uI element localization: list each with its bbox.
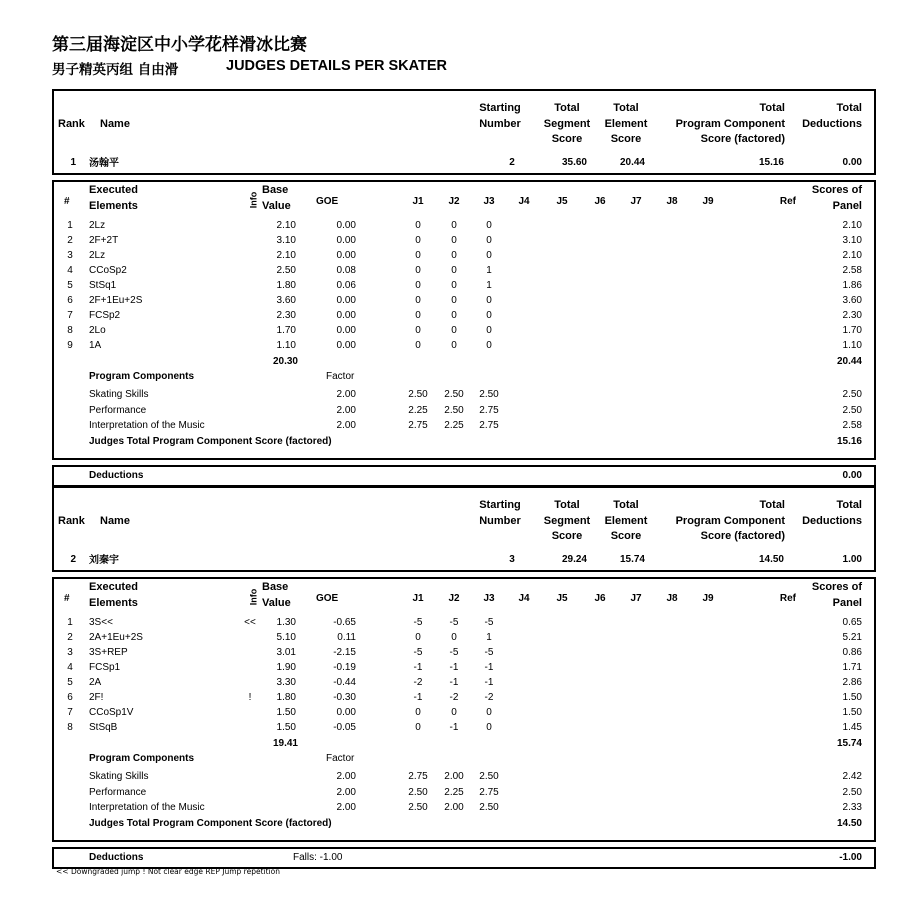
element-number: 6 bbox=[67, 692, 73, 703]
element-number: 7 bbox=[67, 310, 73, 321]
element-base-value: 1.30 bbox=[276, 617, 296, 628]
judge-header-j9: J9 bbox=[702, 196, 714, 207]
elements-panel-total: 20.44 bbox=[836, 356, 862, 367]
component-name: Performance bbox=[89, 404, 147, 416]
element-info: << bbox=[244, 617, 256, 628]
deduction-detail: Falls: -1.00 bbox=[293, 852, 343, 863]
element-judge-score: -5 bbox=[449, 617, 459, 628]
component-judge-score: 2.50 bbox=[408, 389, 428, 400]
segment-score-header: Total Segment Score bbox=[543, 499, 591, 542]
element-name: 2F! bbox=[89, 692, 104, 703]
element-base-value: 1.80 bbox=[276, 692, 296, 703]
element-goe: -0.19 bbox=[333, 662, 356, 673]
element-judge-score: 0 bbox=[415, 265, 421, 276]
starting-number-header: Starting Number bbox=[479, 102, 521, 130]
element-judge-score: 0 bbox=[451, 632, 457, 643]
base-value-total: 19.41 bbox=[272, 738, 298, 749]
element-judge-score: 1 bbox=[486, 632, 492, 643]
component-judge-score: 2.25 bbox=[408, 404, 428, 416]
component-name: Interpretation of the Music bbox=[89, 420, 205, 431]
element-number: 3 bbox=[67, 250, 73, 261]
element-number: 3 bbox=[67, 647, 73, 658]
component-judge-score: 2.50 bbox=[408, 802, 428, 813]
panel-score-header: Scores of Panel bbox=[811, 581, 862, 609]
component-judge-score: 2.50 bbox=[479, 771, 499, 782]
rank-header: Rank bbox=[58, 515, 85, 527]
info-header: Info bbox=[248, 588, 259, 606]
element-goe: -0.44 bbox=[333, 677, 356, 688]
element-judge-score: -1 bbox=[413, 662, 423, 673]
ref-header: Ref bbox=[779, 593, 796, 604]
component-panel-score: 2.42 bbox=[842, 771, 862, 782]
goe-header: GOE bbox=[316, 196, 339, 207]
element-goe: 0.00 bbox=[336, 295, 356, 306]
component-factor: 2.00 bbox=[336, 786, 356, 798]
skater-rank: 1 bbox=[70, 157, 76, 168]
component-judge-score: 2.75 bbox=[479, 786, 499, 798]
component-panel-score: 2.50 bbox=[842, 786, 862, 798]
deductions-header: Total Deductions bbox=[802, 102, 862, 130]
element-panel-score: 3.10 bbox=[842, 235, 862, 246]
element-goe: 0.00 bbox=[336, 220, 356, 231]
element-judge-score: 0 bbox=[451, 235, 457, 246]
element-base-value: 3.10 bbox=[276, 235, 296, 246]
component-judge-score: 2.75 bbox=[408, 771, 428, 782]
element-name: 2Lz bbox=[89, 250, 106, 261]
judge-header-j4: J4 bbox=[518, 593, 530, 604]
component-name: Skating Skills bbox=[89, 771, 149, 782]
factor-header: Factor bbox=[326, 371, 355, 382]
judges-total-pcs-label: Judges Total Program Component Score (factored) bbox=[89, 435, 332, 447]
component-judge-score: 2.00 bbox=[444, 802, 464, 813]
total-component-score: 15.16 bbox=[758, 157, 784, 168]
judge-header-j6: J6 bbox=[594, 593, 606, 604]
base-value-header: Base Value bbox=[262, 184, 291, 212]
element-judge-score: 0 bbox=[486, 295, 492, 306]
element-judge-score: -5 bbox=[449, 647, 459, 658]
element-goe: 0.00 bbox=[336, 250, 356, 261]
element-panel-score: 1.70 bbox=[842, 325, 862, 336]
element-judge-score: -1 bbox=[484, 677, 494, 688]
element-base-value: 1.50 bbox=[276, 722, 296, 733]
element-judge-score: 0 bbox=[486, 220, 492, 231]
element-number: 7 bbox=[67, 707, 73, 718]
deductions-box bbox=[52, 465, 876, 487]
element-name: 2F+1Eu+2S bbox=[89, 295, 143, 306]
judges-total-pcs: 14.50 bbox=[836, 817, 862, 829]
element-name: FCSp2 bbox=[89, 310, 121, 321]
element-name: CCoSp2 bbox=[89, 265, 127, 276]
total-element-score: 15.74 bbox=[619, 554, 645, 565]
element-panel-score: 2.58 bbox=[842, 265, 862, 276]
judges-total-pcs-label: Judges Total Program Component Score (factored) bbox=[89, 817, 332, 829]
starting-number: 3 bbox=[509, 554, 515, 565]
judge-header-j2: J2 bbox=[448, 196, 460, 207]
element-goe: 0.08 bbox=[336, 265, 356, 276]
element-judge-score: 0 bbox=[486, 310, 492, 321]
element-judge-score: 0 bbox=[415, 325, 421, 336]
starting-number-header: Starting Number bbox=[479, 499, 521, 527]
element-base-value: 2.10 bbox=[276, 220, 296, 231]
judge-header-j1: J1 bbox=[412, 593, 424, 604]
skater-name: 刘秦宇 bbox=[89, 555, 119, 566]
element-number: 2 bbox=[67, 632, 73, 643]
element-number: 5 bbox=[67, 280, 73, 291]
element-base-value: 2.50 bbox=[276, 265, 296, 276]
element-base-value: 1.70 bbox=[276, 325, 296, 336]
component-judge-score: 2.25 bbox=[444, 786, 464, 798]
num-header: # bbox=[64, 593, 70, 604]
element-judge-score: 0 bbox=[415, 235, 421, 246]
deductions-label: Deductions bbox=[89, 470, 144, 481]
deduction-total: 0.00 bbox=[842, 470, 862, 481]
element-judge-score: -1 bbox=[449, 677, 459, 688]
component-judge-score: 2.50 bbox=[479, 802, 499, 813]
element-name: CCoSp1V bbox=[89, 707, 134, 718]
judge-header-j3: J3 bbox=[483, 593, 495, 604]
report-title: JUDGES DETAILS PER SKATER bbox=[226, 58, 448, 74]
element-judge-score: 0 bbox=[415, 295, 421, 306]
element-name: 2A bbox=[89, 677, 102, 688]
rank-header: Rank bbox=[58, 118, 85, 130]
element-judge-score: 0 bbox=[415, 340, 421, 351]
component-panel-score: 2.33 bbox=[842, 802, 862, 813]
judge-header-j3: J3 bbox=[483, 196, 495, 207]
component-name: Skating Skills bbox=[89, 389, 149, 400]
element-judge-score: -1 bbox=[449, 662, 459, 673]
element-base-value: 2.10 bbox=[276, 250, 296, 261]
name-header: Name bbox=[100, 118, 130, 130]
element-judge-score: -5 bbox=[484, 647, 494, 658]
element-number: 4 bbox=[67, 662, 73, 673]
element-judge-score: 0 bbox=[451, 250, 457, 261]
element-base-value: 3.30 bbox=[276, 677, 296, 688]
element-judge-score: 0 bbox=[486, 235, 492, 246]
element-panel-score: 1.50 bbox=[842, 692, 862, 703]
element-goe: 0.00 bbox=[336, 340, 356, 351]
element-judge-score: 0 bbox=[415, 632, 421, 643]
element-judge-score: -1 bbox=[413, 692, 423, 703]
element-number: 4 bbox=[67, 265, 73, 276]
judge-header-j4: J4 bbox=[518, 196, 530, 207]
element-judge-score: 0 bbox=[451, 325, 457, 336]
judge-header-j9: J9 bbox=[702, 593, 714, 604]
total-component-score: 14.50 bbox=[758, 554, 784, 565]
component-judge-score: 2.75 bbox=[408, 420, 428, 431]
factor-header: Factor bbox=[326, 753, 355, 764]
component-judge-score: 2.50 bbox=[444, 404, 464, 416]
judge-header-j2: J2 bbox=[448, 593, 460, 604]
component-factor: 2.00 bbox=[336, 802, 356, 813]
element-judge-score: 0 bbox=[451, 265, 457, 276]
element-judge-score: 0 bbox=[486, 325, 492, 336]
element-number: 8 bbox=[67, 722, 73, 733]
element-base-value: 2.30 bbox=[276, 310, 296, 321]
element-number: 8 bbox=[67, 325, 73, 336]
element-goe: 0.00 bbox=[336, 310, 356, 321]
judge-header-j1: J1 bbox=[412, 196, 424, 207]
element-judge-score: 0 bbox=[486, 250, 492, 261]
deductions-label: Deductions bbox=[89, 852, 144, 863]
program-components-header: Program Components bbox=[89, 371, 195, 382]
element-judge-score: 0 bbox=[415, 250, 421, 261]
element-judge-score: 0 bbox=[451, 707, 457, 718]
element-judge-score: 0 bbox=[415, 220, 421, 231]
element-name: 2F+2T bbox=[89, 235, 119, 246]
event-category: 男子精英丙组 自由滑 bbox=[52, 62, 179, 78]
element-judge-score: -5 bbox=[413, 617, 423, 628]
element-name: 2Lo bbox=[89, 325, 106, 336]
segment-score-header: Total Segment Score bbox=[543, 102, 591, 145]
component-judge-score: 2.25 bbox=[444, 420, 464, 431]
component-judge-score: 2.50 bbox=[444, 389, 464, 400]
element-judge-score: 0 bbox=[451, 280, 457, 291]
element-panel-score: 2.10 bbox=[842, 220, 862, 231]
element-goe: -0.65 bbox=[333, 617, 356, 628]
element-judge-score: -2 bbox=[449, 692, 459, 703]
component-factor: 2.00 bbox=[336, 404, 356, 416]
element-name: 2Lz bbox=[89, 220, 106, 231]
element-judge-score: -1 bbox=[449, 722, 459, 733]
element-judge-score: 1 bbox=[486, 280, 492, 291]
element-judge-score: 0 bbox=[415, 722, 421, 733]
element-goe: 0.11 bbox=[337, 632, 356, 643]
element-judge-score: 0 bbox=[415, 707, 421, 718]
element-judge-score: -1 bbox=[484, 662, 494, 673]
element-judge-score: 0 bbox=[451, 340, 457, 351]
component-panel-score: 2.50 bbox=[842, 404, 862, 416]
element-score-header: Total Element Score bbox=[604, 102, 648, 145]
judge-header-j5: J5 bbox=[556, 196, 568, 207]
element-panel-score: 2.10 bbox=[842, 250, 862, 261]
component-score-header: Total Program Component Score (factored) bbox=[675, 499, 785, 542]
total-deductions: 0.00 bbox=[842, 157, 862, 168]
component-name: Interpretation of the Music bbox=[89, 802, 205, 813]
name-header: Name bbox=[100, 515, 130, 527]
panel-score-header: Scores of Panel bbox=[811, 184, 862, 212]
judge-header-j6: J6 bbox=[594, 196, 606, 207]
judge-header-j5: J5 bbox=[556, 593, 568, 604]
element-base-value: 1.50 bbox=[276, 707, 296, 718]
element-panel-score: 1.45 bbox=[842, 722, 862, 733]
element-judge-score: 0 bbox=[451, 310, 457, 321]
element-name: 2A+1Eu+2S bbox=[89, 632, 143, 643]
element-score-header: Total Element Score bbox=[604, 499, 648, 542]
element-goe: -0.30 bbox=[333, 692, 356, 703]
element-name: 3S+REP bbox=[89, 647, 128, 658]
component-judge-score: 2.75 bbox=[479, 420, 499, 431]
event-title: 第三届海淀区中小学花样滑冰比赛 bbox=[52, 35, 307, 55]
element-goe: 0.00 bbox=[336, 325, 356, 336]
element-judge-score: -2 bbox=[413, 677, 423, 688]
executed-elements-header: Executed Elements bbox=[89, 184, 138, 212]
component-judge-score: 2.00 bbox=[444, 771, 464, 782]
element-number: 5 bbox=[67, 677, 73, 688]
skater-rank: 2 bbox=[70, 554, 76, 565]
element-base-value: 5.10 bbox=[276, 632, 296, 643]
executed-elements-header: Executed Elements bbox=[89, 581, 138, 609]
judges-total-pcs: 15.16 bbox=[836, 435, 862, 447]
element-goe: 0.00 bbox=[336, 707, 356, 718]
element-judge-score: 1 bbox=[486, 265, 492, 276]
judge-header-j8: J8 bbox=[666, 593, 678, 604]
element-base-value: 1.80 bbox=[276, 280, 296, 291]
element-panel-score: 1.71 bbox=[842, 662, 862, 673]
num-header: # bbox=[64, 196, 70, 207]
element-judge-score: 0 bbox=[486, 722, 492, 733]
element-panel-score: 0.65 bbox=[842, 617, 862, 628]
starting-number: 2 bbox=[509, 157, 515, 168]
element-base-value: 1.10 bbox=[276, 340, 296, 351]
deductions-box bbox=[52, 847, 876, 869]
component-factor: 2.00 bbox=[336, 389, 356, 400]
element-goe: 0.06 bbox=[336, 280, 356, 291]
element-number: 2 bbox=[67, 235, 73, 246]
element-number: 1 bbox=[67, 617, 73, 628]
ref-header: Ref bbox=[779, 196, 796, 207]
element-name: FCSp1 bbox=[89, 662, 121, 673]
element-judge-score: 0 bbox=[451, 295, 457, 306]
element-panel-score: 3.60 bbox=[842, 295, 862, 306]
element-judge-score: 0 bbox=[486, 340, 492, 351]
element-panel-score: 1.10 bbox=[842, 340, 862, 351]
deduction-total: -1.00 bbox=[839, 852, 862, 863]
element-panel-score: 1.86 bbox=[842, 280, 862, 291]
element-judge-score: 0 bbox=[486, 707, 492, 718]
component-panel-score: 2.58 bbox=[842, 420, 862, 431]
program-components-header: Program Components bbox=[89, 753, 195, 764]
total-segment-score: 35.60 bbox=[561, 157, 587, 168]
element-name: StSq1 bbox=[89, 280, 117, 291]
element-judge-score: 0 bbox=[415, 310, 421, 321]
total-deductions: 1.00 bbox=[842, 554, 862, 565]
goe-header: GOE bbox=[316, 593, 339, 604]
total-element-score: 20.44 bbox=[619, 157, 645, 168]
element-number: 9 bbox=[67, 340, 73, 351]
component-judge-score: 2.50 bbox=[408, 786, 428, 798]
element-goe: -2.15 bbox=[333, 647, 356, 658]
element-goe: 0.00 bbox=[336, 235, 356, 246]
element-panel-score: 1.50 bbox=[842, 707, 862, 718]
info-header: Info bbox=[248, 191, 259, 209]
legend: << Downgraded jump ! Not clear edge REP Jump repetition bbox=[56, 867, 280, 876]
elements-panel-total: 15.74 bbox=[836, 738, 862, 749]
element-base-value: 3.01 bbox=[276, 647, 296, 658]
element-base-value: 1.90 bbox=[276, 662, 296, 673]
element-panel-score: 0.86 bbox=[842, 647, 862, 658]
total-segment-score: 29.24 bbox=[561, 554, 587, 565]
element-panel-score: 5.21 bbox=[842, 632, 862, 643]
element-name: StSqB bbox=[89, 722, 118, 733]
component-panel-score: 2.50 bbox=[842, 389, 862, 400]
element-judge-score: -5 bbox=[484, 617, 494, 628]
element-panel-score: 2.30 bbox=[842, 310, 862, 321]
component-factor: 2.00 bbox=[336, 420, 356, 431]
element-judge-score: 0 bbox=[415, 280, 421, 291]
judge-header-j8: J8 bbox=[666, 196, 678, 207]
element-number: 6 bbox=[67, 295, 73, 306]
element-base-value: 3.60 bbox=[276, 295, 296, 306]
component-factor: 2.00 bbox=[336, 771, 356, 782]
element-panel-score: 2.86 bbox=[842, 677, 862, 688]
element-judge-score: -5 bbox=[413, 647, 423, 658]
component-judge-score: 2.75 bbox=[479, 404, 499, 416]
component-score-header: Total Program Component Score (factored) bbox=[675, 102, 785, 145]
element-goe: -0.05 bbox=[333, 722, 356, 733]
judge-header-j7: J7 bbox=[630, 593, 642, 604]
component-judge-score: 2.50 bbox=[479, 389, 499, 400]
element-name: 1A bbox=[89, 340, 102, 351]
deductions-header: Total Deductions bbox=[802, 499, 862, 527]
component-name: Performance bbox=[89, 786, 147, 798]
base-value-header: Base Value bbox=[262, 581, 291, 609]
element-judge-score: 0 bbox=[451, 220, 457, 231]
judge-header-j7: J7 bbox=[630, 196, 642, 207]
skater-name: 汤翰平 bbox=[89, 158, 119, 169]
element-judge-score: -2 bbox=[484, 692, 494, 703]
element-info: ! bbox=[248, 692, 252, 703]
base-value-total: 20.30 bbox=[272, 356, 298, 367]
element-name: 3S<< bbox=[89, 617, 113, 628]
element-number: 1 bbox=[67, 220, 73, 231]
